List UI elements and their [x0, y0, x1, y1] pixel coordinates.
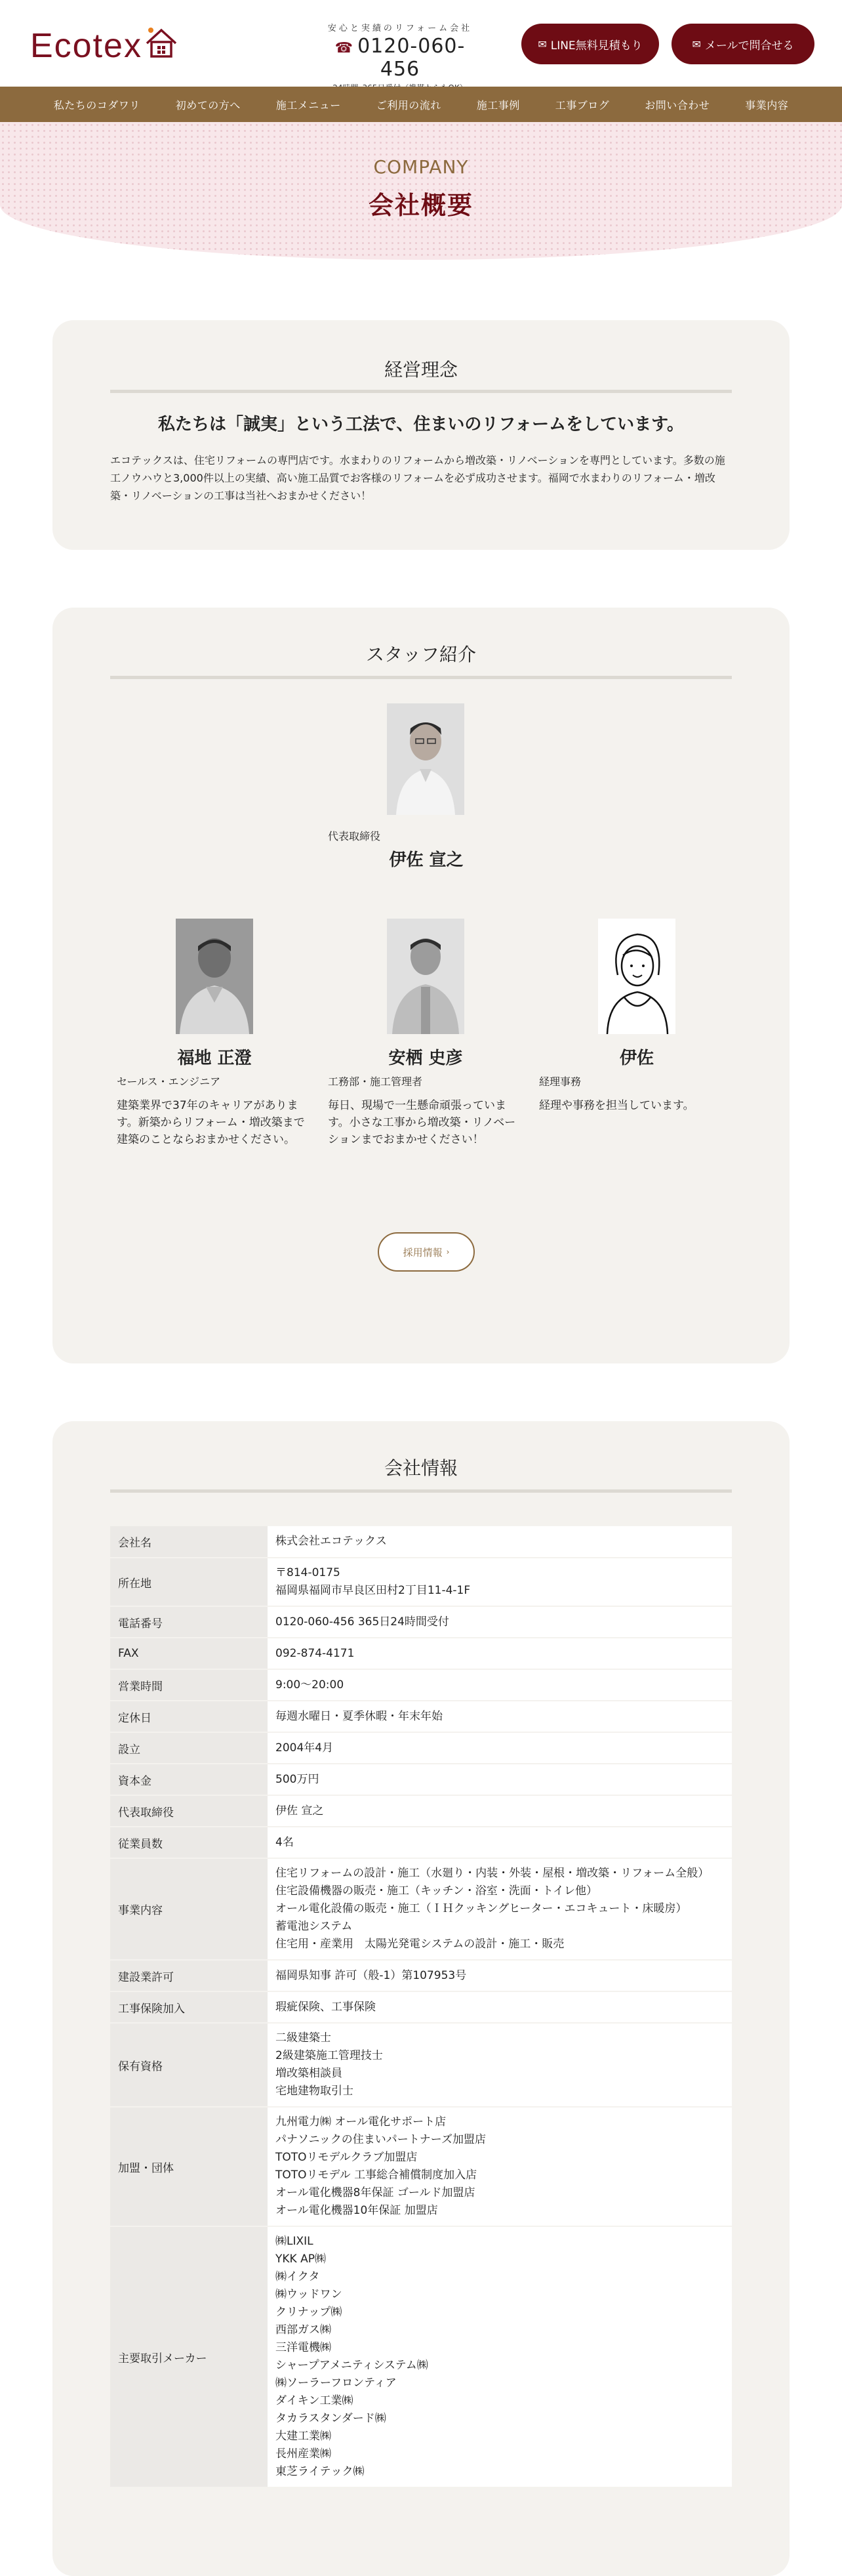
- staff-section: [52, 608, 790, 1363]
- table-key: FAX: [110, 1638, 268, 1669]
- table-row: [110, 1558, 732, 1606]
- nav-item-kodawari[interactable]: 私たちのコダワリ: [53, 98, 140, 112]
- table-key: 加盟・団体: [110, 2107, 268, 2226]
- phone-icon: ☎: [334, 40, 354, 56]
- ceo-role: 代表取締役: [328, 830, 381, 842]
- phone-link[interactable]: [321, 35, 479, 81]
- staff-name-1: 福地 正澄: [177, 1049, 252, 1068]
- mail-contact-button[interactable]: [672, 24, 814, 64]
- company-info-table: [110, 1526, 732, 2488]
- table-value: 福岡県知事 許可（般-1）第107953号: [268, 1960, 732, 1991]
- table-key: 主要取引メーカー: [110, 2226, 268, 2487]
- hero-subtitle: COMPANY: [373, 156, 469, 178]
- chevron-right-icon: ›: [446, 1247, 450, 1257]
- table-row: [110, 1991, 732, 2023]
- contact-block: [321, 21, 479, 93]
- recruit-label: 採用情報: [403, 1246, 443, 1258]
- table-row: [110, 1764, 732, 1795]
- table-value: 二級建築士 2級建築施工管理技士 増改築相談員 宅地建物取引士: [268, 2023, 732, 2107]
- staff-title: スタッフ紹介: [365, 644, 476, 665]
- phone-number: 0120-060-456: [357, 35, 466, 81]
- table-value: 0120-060-456 365日24時間受付: [268, 1606, 732, 1638]
- page-title: 会社概要: [368, 191, 473, 220]
- staff-photo-2: [387, 919, 464, 1034]
- company-title: 会社情報: [384, 1457, 458, 1479]
- table-row: [110, 1827, 732, 1858]
- table-value: 伊佐 宣之: [268, 1795, 732, 1827]
- table-value: 500万円: [268, 1764, 732, 1795]
- line-estimate-label: LINE無料見積もり: [550, 39, 643, 52]
- table-row: [110, 2226, 732, 2487]
- page-hero: [0, 122, 842, 260]
- staff-name-3: 伊佐: [619, 1049, 654, 1068]
- nav-item-blog[interactable]: 工事ブログ: [555, 98, 610, 112]
- table-row: [110, 1795, 732, 1827]
- person-photo-icon: [176, 919, 253, 1034]
- philosophy-title: 経営理念: [384, 359, 458, 381]
- person-photo-icon: [387, 919, 464, 1034]
- philosophy-divider: [110, 390, 732, 393]
- illustrated-person-icon: [598, 919, 675, 1034]
- table-key: 営業時間: [110, 1669, 268, 1701]
- house-logo-icon: [143, 24, 180, 60]
- table-value: 住宅リフォームの設計・施工（水廻り・内装・外装・屋根・増改築・リフォーム全般） 住宅設備機器の販売・施工（キッチン・浴室・洗面・トイレ他） オール電化設備の販売・施工（ＩＨクッキングヒーター・エコキュート・床暖房） 蓄電池システム 住宅用・産業用 太陽光発電システムの設計・施工・販売: [268, 1858, 732, 1960]
- staff-photo-3: [598, 919, 675, 1034]
- table-key: 事業内容: [110, 1858, 268, 1960]
- staff-role-2: 工務部・施工管理者: [328, 1075, 423, 1088]
- company-divider: [110, 1489, 732, 1493]
- table-value: 瑕疵保険、工事保険: [268, 1991, 732, 2023]
- philosophy-heading: 私たちは「誠実」という工法で、住まいのリフォームをしています。: [157, 415, 685, 434]
- table-key: 従業員数: [110, 1827, 268, 1858]
- nav-item-business[interactable]: 事業内容: [745, 98, 789, 112]
- table-value: 4名: [268, 1827, 732, 1858]
- table-row: [110, 1638, 732, 1669]
- company-info-section: [52, 1421, 790, 2576]
- nav-item-menu[interactable]: 施工メニュー: [275, 98, 341, 112]
- table-row: [110, 1669, 732, 1701]
- table-key: 定休日: [110, 1701, 268, 1732]
- ceo-name: 伊佐 宣之: [389, 850, 464, 870]
- table-row: [110, 1732, 732, 1764]
- table-key: 設立: [110, 1732, 268, 1764]
- table-row: [110, 2107, 732, 2226]
- nav-item-contact[interactable]: お問い合わせ: [645, 98, 710, 112]
- staff-desc-3: 経理や事務を担当しています。: [539, 1099, 694, 1112]
- nav-item-flow[interactable]: ご利用の流れ: [376, 98, 441, 112]
- table-row: [110, 1960, 732, 1991]
- staff-photo-1: [176, 919, 253, 1034]
- table-value: 092-874-4171: [268, 1638, 732, 1669]
- table-key: 所在地: [110, 1558, 268, 1606]
- ceo-photo: [387, 703, 464, 815]
- mail-contact-label: メールで問合せる: [704, 39, 794, 52]
- person-photo-icon: [387, 703, 464, 815]
- table-key: 電話番号: [110, 1606, 268, 1638]
- staff-desc-2: 毎日、現場で一生懸命頑張っています。小さな工事から増改築・リノベーションまでおまかせください！: [328, 1099, 516, 1146]
- table-value: 9:00〜20:00: [268, 1669, 732, 1701]
- table-value: 株式会社エコテックス: [268, 1526, 732, 1558]
- table-value: ㈱LIXIL YKK AP㈱ ㈱イクタ ㈱ウッドワン クリナップ㈱ 西部ガス㈱ 三洋電機㈱ シャープアメニティシステム㈱ ㈱ソーラーフロンティア ダイキン工業㈱ タカラスタンダード㈱ 大建工業㈱ 長州産業㈱ 東芝ライテック㈱: [268, 2226, 732, 2487]
- staff-name-2: 安栖 史彦: [388, 1049, 463, 1068]
- staff-role-1: セールス・エンジニア: [117, 1075, 221, 1088]
- table-row: [110, 1606, 732, 1638]
- chat-icon: ✉: [538, 37, 547, 51]
- table-key: 建設業許可: [110, 1960, 268, 1991]
- staff-role-3: 経理事務: [539, 1075, 582, 1088]
- table-value: 九州電力㈱ オール電化サポート店 パナソニックの住まいパートナーズ加盟店 TOTOリモデルクラブ加盟店 TOTOリモデル 工事総合補償制度加入店 オール電化機器8年保証 ゴールド加盟店 オール電化機器10年保証 加盟店: [268, 2107, 732, 2226]
- table-row: [110, 2023, 732, 2107]
- table-value: 〒814-0175 福岡県福岡市早良区田村2丁目11-4-1F: [268, 1558, 732, 1606]
- table-row: [110, 1526, 732, 1558]
- table-key: 保有資格: [110, 2023, 268, 2107]
- staff-desc-1: 建築業界で37年のキャリアがあります。新築からリフォーム・増改築まで建築のことならおまかせください。: [117, 1099, 305, 1146]
- table-value: 2004年4月: [268, 1732, 732, 1764]
- table-row: [110, 1701, 732, 1732]
- table-key: 資本金: [110, 1764, 268, 1795]
- staff-divider: [110, 676, 732, 679]
- table-key: 代表取締役: [110, 1795, 268, 1827]
- philosophy-body: エコテックスは、住宅リフォームの専門店です。水まわりのリフォームから増改築・リノベーションを専門としています。多数の施工ノウハウと3,000件以上の実績、高い施工品質でお客様のリフォームを必ず成功させます。福岡で水まわりのリフォーム・増改築・リノベーションの工事は当社へおまかせください！: [110, 454, 725, 502]
- nav-item-works[interactable]: 施工事例: [476, 98, 520, 112]
- global-nav: [0, 87, 842, 122]
- nav-item-first-time[interactable]: 初めての方へ: [175, 98, 241, 112]
- table-value: 毎週水曜日・夏季休暇・年末年始: [268, 1701, 732, 1732]
- tagline: 安心と実績のリフォーム会社: [327, 24, 473, 33]
- line-estimate-button[interactable]: [521, 24, 659, 64]
- philosophy-section: [52, 320, 790, 550]
- mail-icon: ✉: [692, 37, 701, 51]
- table-key: 工事保険加入: [110, 1991, 268, 2023]
- site-header: [0, 0, 842, 87]
- table-row: [110, 1858, 732, 1960]
- logo-text[interactable]: Ecotex: [30, 27, 142, 65]
- table-key: 会社名: [110, 1526, 268, 1558]
- recruit-button[interactable]: [378, 1232, 475, 1272]
